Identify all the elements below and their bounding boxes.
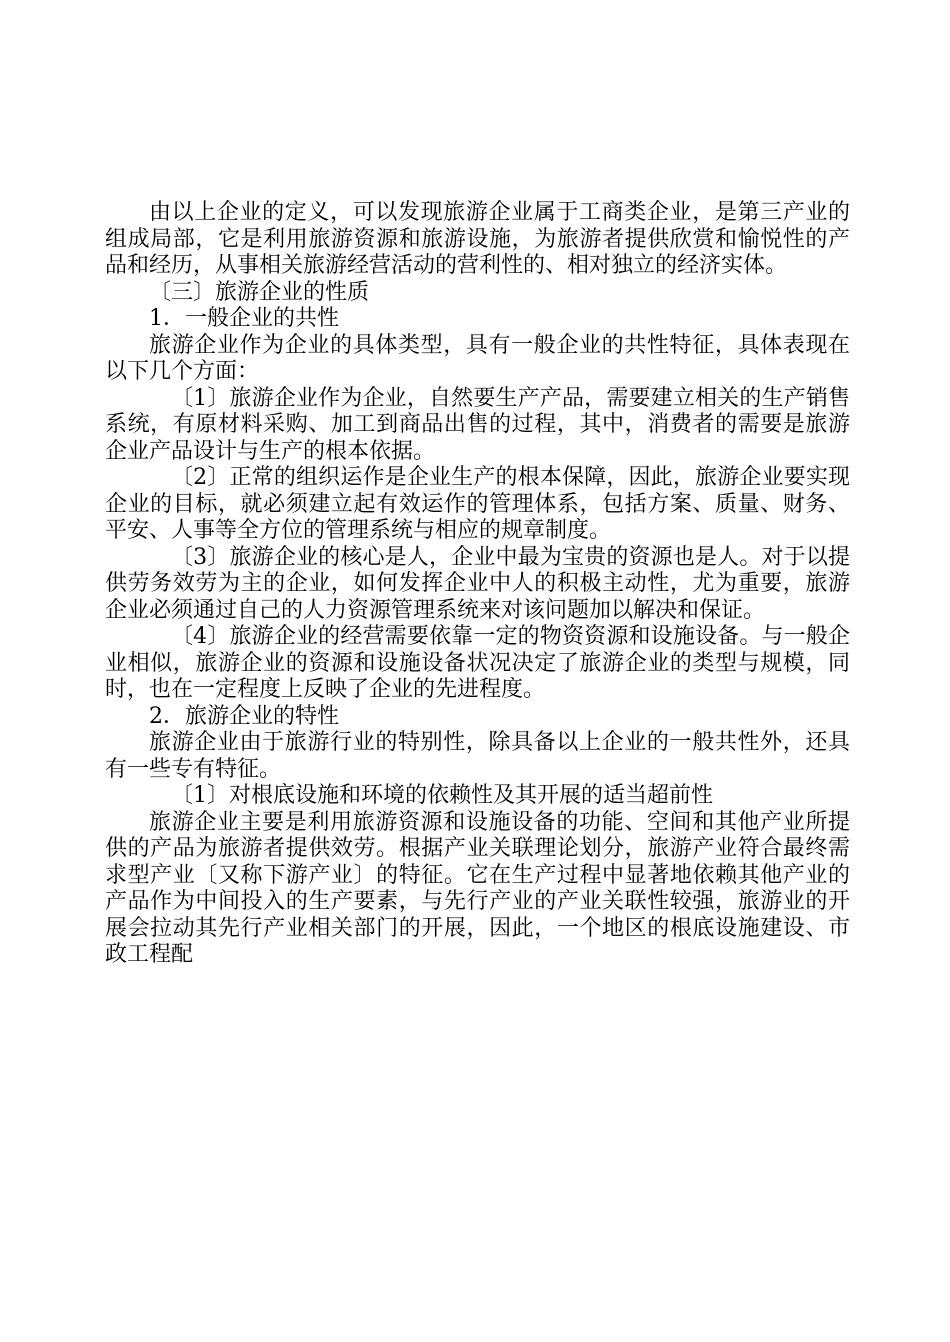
heading-tourism-characteristics: 2．旅游企业的特性 [149,703,339,729]
list-item-3: 〔3〕旅游企业的核心是人，企业中最为宝贵的资源也是人。对于以提供劳务效劳为主的企业，如何发挥企业中人的积极主动性，尤为重要，旅游企业必须通过自己的人力资源管理系统来对该问题加以解决和保证。 [105,544,850,623]
heading-general-commonality: 1．一般企业的共性 [149,306,339,331]
list-item-4: 〔4〕旅游企业的经营需要依靠一定的物资资源和设施设备。与一般企业相似，旅游企业的资源和设施设备状况决定了旅游企业的类型与规模，同时，也在一定程度上反映了企业的先进程度。 [105,624,850,702]
heading-section-three: 〔三〕旅游企业的性质 [149,279,370,305]
paragraph-characteristics-intro: 旅游企业由于旅游行业的特别性，除具备以上企业的一般共性外，还具有一些专有特征。 [105,730,850,782]
list-item-1: 〔1〕旅游企业作为企业，自然要生产产品，需要建立相关的生产销售系统，有原材料采购、加工到商品出售的过程，其中，消费者的需要是旅游企业产品设计与生产的根本依据。 [105,385,850,464]
document-body [105,200,850,969]
paragraph-infrastructure: 旅游企业主要是利用旅游资源和设施设备的功能、空间和其他产业所提供的产品为旅游者提供效劳。根据产业关联理论划分，旅游产业符合最终需求型产业〔又称下游产业〕的特征。它在生产过程中显著地依赖其他产业的产品作为中间投入的生产要素，与先行产业的产业关联性较强，旅游业的开展会拉动其先行产业相关部门的开展，因此，一个地区的根底设施建设、市政工程配 [105,809,850,967]
paragraph-definition: 由以上企业的定义，可以发现旅游企业属于工商类企业，是第三产业的组成局部，它是利用旅游资源和旅游设施，为旅游者提供欣赏和愉悦性的产品和经历，从事相关旅游经营活动的营利性的、相对独立的经济实体。 [105,200,850,278]
subheading-infrastructure-dependence: 〔1〕对根底设施和环境的依赖性及其开展的适当超前性 [171,783,713,808]
paragraph-commonality-intro: 旅游企业作为企业的具体类型，具有一般企业的共性特征，具体表现在以下几个方面： [105,332,850,384]
list-item-2: 〔2〕正常的组织运作是企业生产的根本保障，因此，旅游企业要实现企业的目标，就必须建立起有效运作的管理体系，包括方案、质量、财务、平安、人事等全方位的管理系统与相应的规章制度。 [105,465,850,543]
